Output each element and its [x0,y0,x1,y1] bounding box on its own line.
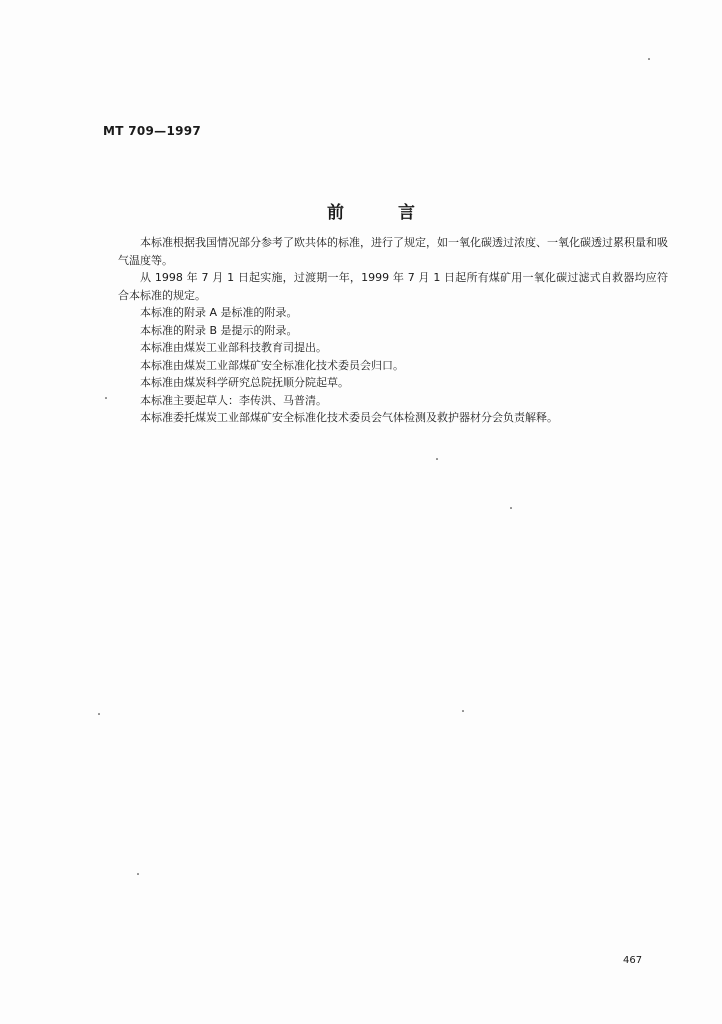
paragraph: 本标准由煤炭科学研究总院抚顺分院起草。 [140,376,349,389]
scan-speck [98,713,100,715]
page-title [0,198,722,223]
paragraph: 本标准的附录 A 是标准的附录。 [140,306,298,319]
title-part-2: 言 [398,203,415,223]
scan-speck [137,873,139,875]
scan-speck [105,397,107,399]
paragraph: 本标准的附录 B 是提示的附录。 [140,323,298,337]
paragraph: 本标准主要起草人：李传洪、马普清。 [140,393,327,407]
standard-code: MT 709—1997 [103,124,202,138]
paragraph: 本标准由煤炭工业部科技教育司提出。 [140,341,327,354]
paragraph: 从 1998 年 7 月 1 日起实施，过渡期一年，1999 年 7 月 1 日起所有煤矿用一氧化碳过滤式自救器均应符合本标准的规定。 [118,271,668,302]
paragraph: 本标准委托煤炭工业部煤矿安全标准化技术委员会气体检测及救护器材分会负责解释。 [140,411,558,424]
foreword-body [118,234,668,427]
scan-speck [648,58,650,60]
title-part-1: 前 [327,203,344,223]
paragraph: 本标准由煤炭工业部煤矿安全标准化技术委员会归口。 [140,358,404,372]
page-number: 467 [623,955,643,966]
scan-speck [510,507,512,509]
paragraph: 本标准根据我国情况部分参考了欧共体的标准，进行了规定，如一氧化碳透过浓度、一氧化碳透过累积量和吸气温度等。 [118,236,668,267]
scan-speck [462,710,464,712]
scan-speck [436,458,438,460]
